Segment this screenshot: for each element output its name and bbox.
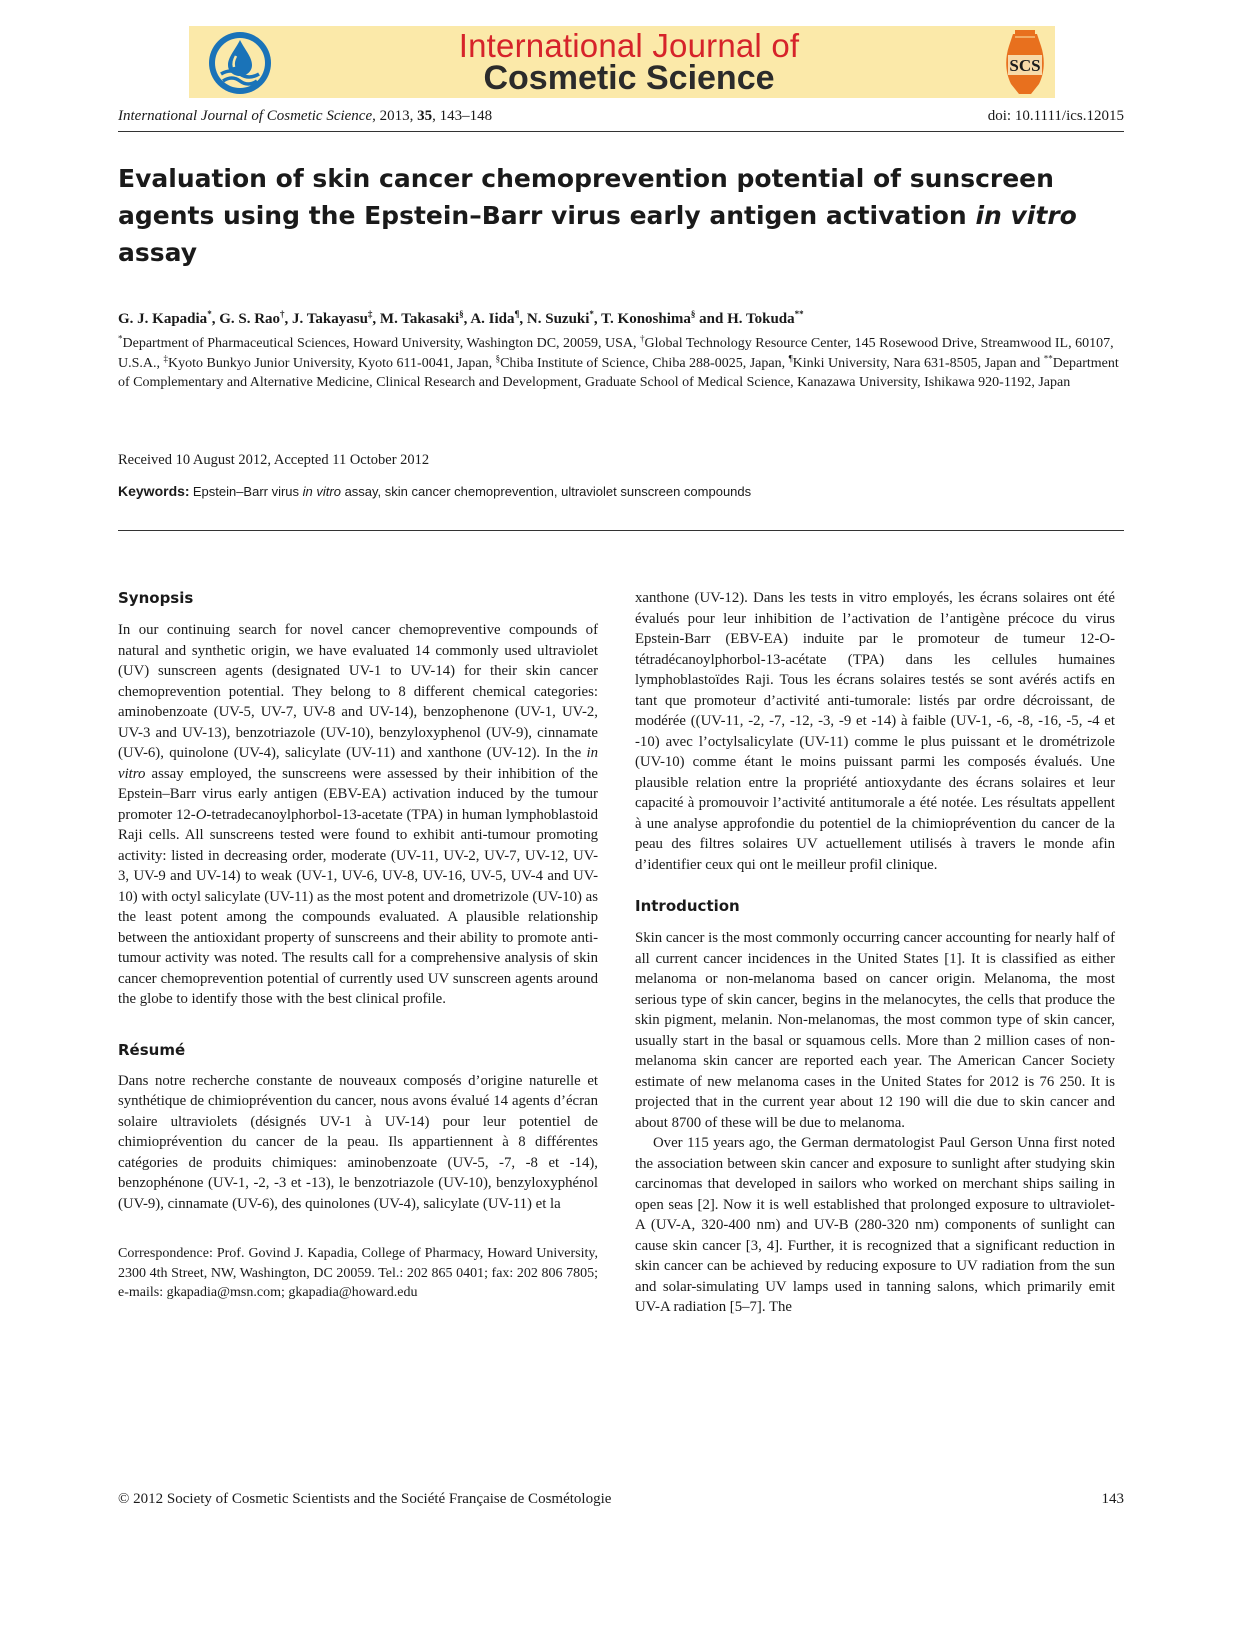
author-affiliation-mark: ** <box>794 309 804 319</box>
citation-year: , 2013, <box>372 108 418 124</box>
author-name: G. S. Rao <box>219 311 281 327</box>
author-name: T. Konoshima <box>601 311 691 327</box>
affiliation-mark: ‡ <box>163 352 169 363</box>
copyright-footer: © 2012 Society of Cosmetic Scientists and the Société Française de Cosmétologie <box>118 1491 612 1507</box>
keywords-label: Keywords: <box>118 483 190 499</box>
journal-name-line1: International Journal of <box>458 27 800 64</box>
affiliation-text: Department of Pharmaceutical Sciences, Howard University, Washington DC, 20059, USA, <box>122 336 641 351</box>
author-affiliation-mark: § <box>459 309 464 319</box>
left-column <box>118 588 598 1303</box>
affiliations <box>118 334 1128 393</box>
citation-volume: 35 <box>417 108 433 124</box>
journal-name-line2: Cosmetic Science <box>483 59 775 97</box>
correspondence-note: Correspondence: Prof. Govind J. Kapadia, College of Pharmacy, Howard University, 2300 4th Street, NW, Washington, DC 20059. Tel.: 202 865 0401; fax: 202 806 7805; e-mails: gkapadia@msn.com; gkapadia@howard.edu <box>118 1246 598 1300</box>
author-name: N. Suzuki <box>526 311 590 327</box>
affiliation-text: Kinki University, Nara 631-8505, Japan and <box>792 355 1044 371</box>
header-rule <box>118 131 1124 132</box>
resume-heading: Résumé <box>118 1040 186 1059</box>
affiliation-text: Kyoto Bunkyo Junior University, Kyoto 611-0041, Japan, <box>168 355 496 371</box>
affiliation-mark: † <box>640 333 645 344</box>
affiliation-mark: ** <box>1043 352 1053 363</box>
author-affiliation-mark: ¶ <box>514 309 520 319</box>
journal-citation-name: International Journal of Cosmetic Science <box>118 108 373 124</box>
received-accepted-dates: Received 10 August 2012, Accepted 11 October 2012 <box>118 452 430 468</box>
author-affiliation-mark: † <box>280 309 285 319</box>
keywords-text: Epstein–Barr virus in vitro assay, skin cancer chemoprevention, ultraviolet sunscreen compounds <box>192 484 752 499</box>
introduction-paragraph-2: Over 115 years ago, the German dermatologist Paul Gerson Unna first noted the association between skin cancer and exposure to sunlight after studying skin carcinomas that developed in sailors who worked on merchant ships sailing in open seas [2]. Now it is well established that prolonged exposure to ultraviolet-A (UV-A, 320-400 nm) and UV-B (280-320 nm) components of sunlight can cause skin cancer [3, 4]. Further, it is recognized that a significant reduction in skin cancer can be achieved by reducing exposure to UV radiation from the sun and solar-simulating UV lamps used in tanning salons, which primarily emit UV-A radiation [5–7]. The <box>635 1135 1115 1315</box>
introduction-heading: Introduction <box>635 897 740 915</box>
abstract-rule <box>118 530 1124 531</box>
scs-society-seal-icon <box>1003 28 1047 96</box>
author-affiliation-mark: ‡ <box>367 309 373 319</box>
affiliation-text: Global Technology Resource Center, 145 Rosewood Drive, Streamwood IL, 60107, U.S.A., <box>118 336 1114 371</box>
synopsis-heading: Synopsis <box>118 589 194 607</box>
resume-text-part2: xanthone (UV-12). Dans les tests in vitro employés, les écrans solaires ont été évalués pour leur inhibition de l’activation de l’antigène précoce du virus Epstein-Barr (EBV-EA) induite par le promoteur de tumeur 12-O-tétradécanoylphorbol-13-acétate (TPA) dans les cellules humaines lymphoblastoïdes Raji. Tous les écrans solaires testés se sont avérés actifs en tant que promoteur d’activité anti-tumorale: listés par ordre décroissant, de modérée ((UV-11, -2, -7, -12, -3, -9 et -14) à faible (UV-1, -6, -8, -16, -5, -4 et -10) avec l’octylsalicylate (UV-11) comme le plus puissant et le drométrizole (UV-10) comme étant le moins puissant parmi les composés évalués. Une plausible relation entre la propriété antioxydante des écrans solaires et leur capacité à promouvoir l’activité antitumorale a été notée. Les résultats appellent à une analyse approfondie du potentiel de la chimioprévention du cancer de la peau des filtres solaires UV actuellement utilisés à travers le monde afin d’identifier ceux qui ont le meilleur profil clinique. <box>635 590 1115 873</box>
affiliation-mark: * <box>118 333 123 344</box>
author-name: H. Tokuda <box>727 311 795 327</box>
author-affiliation-mark: * <box>589 309 594 319</box>
keywords <box>118 483 751 500</box>
citation-line <box>118 108 492 125</box>
journal-banner <box>189 26 1055 98</box>
affiliation-mark: ¶ <box>788 352 793 363</box>
article-title: Evaluation of skin cancer chemoprevention potential of sunscreen agents using the Epstein–Barr virus early antigen activation in vitro assay <box>118 164 1077 267</box>
synopsis-text: In our continuing search for novel cancer chemopreventive compounds of natural and synthetic origin, we have evaluated 14 commonly used ultraviolet (UV) sunscreen agents (designated UV-1 to UV-14) for their skin cancer chemoprevention potential. They belong to 8 different chemical categories: aminobenzoate (UV-5, UV-7, UV-8 and UV-14), benzophenone (UV-1, UV-2, UV-3 and UV-13), benzotriazole (UV-10), benzyloxyphenol (UV-9), cinnamate (UV-6), quinolone (UV-4), salicylate (UV-11) and xanthone (UV-12). In the in vitro assay employed, the sunscreens were assessed by their inhibition of the Epstein–Barr virus early antigen (EBV-EA) activation induced by the tumour promoter 12-O-tetradecanoylphorbol-13-acetate (TPA) in human lymphoblastoid Raji cells. All sunscreens tested were found to exhibit anti-tumour promoting activity: listed in decreasing order, moderate (UV-11, UV-2, UV-7, UV-12, UV-3, UV-9 and UV-14) to weak (UV-1, UV-6, UV-8, UV-16, UV-5, UV-4 and UV-10) with octyl salicylate (UV-11) as the most potent and drometrizole (UV-10) as the least potent among the compounds evaluated. A plausible relationship between the antioxidant property of sunscreens and their ability to promote anti-tumour activity was noted. The results call for a comprehensive analysis of skin cancer chemoprevention potential of currently used UV sunscreen agents around the globe to identify those with the best clinical profile. <box>118 622 598 1007</box>
author-name: M. Takasaki <box>379 311 460 327</box>
page-number: 143 <box>1101 1491 1124 1507</box>
author-name: J. Takayasu <box>292 311 368 327</box>
right-column <box>635 588 1115 1318</box>
affiliation-mark: § <box>495 352 501 363</box>
resume-text-part1: Dans notre recherche constante de nouveaux composés d’origine naturelle et synthétique de chimioprévention du cancer, nous avons évalué 14 agents d’écran solaire ultraviolets (désignés UV-1 à UV-14) pour leur potentiel de chimioprévention du cancer de la peau. Ils appartiennent à 8 différentes catégories de produits chimiques: aminobenzoate (UV-5, -7, -8 et -14), benzophénone (UV-1, -2, -3 et -13), le benzotriazole (UV-10), benzyloxyphénol (UV-9), cinnamate (UV-6), des quinolones (UV-4), salicylate (UV-11) et la <box>118 1072 598 1212</box>
doi-link[interactable]: doi: 10.1111/ics.12015 <box>987 108 1124 124</box>
scs-seal-text: SCS <box>1009 56 1041 75</box>
author-affiliation-mark: § <box>690 309 696 319</box>
author-name: G. J. Kapadia <box>118 311 208 327</box>
citation-pages: , 143–148 <box>432 108 493 124</box>
author-name: A. Iida <box>470 311 515 327</box>
affiliation-text: Chiba Institute of Science, Chiba 288-0025, Japan, <box>500 355 789 371</box>
water-drop-emblem-icon <box>207 30 273 96</box>
introduction-paragraph-1: Skin cancer is the most commonly occurring cancer accounting for nearly half of all current cancer incidences in the United States [1]. It is classified as either melanoma or non-melanoma based on cancer origin. Melanoma, the most serious type of skin cancer, begins in the melanocytes, the cells that produce the skin pigment, melanin. Non-melanomas, the most common type of skin cancer, usually start in the basal or squamous cells. More than 2 million cases of non-melanoma skin cancer are reported each year. The American Cancer Society estimate of new melanoma cases in the United States for 2012 is 76 250. It is projected that in the current year about 12 190 will die due to skin cancer and about 8700 of these will be due to melanoma. <box>635 930 1115 1131</box>
affiliation-text: Department of Complementary and Alternative Medicine, Clinical Research and Development, Graduate School of Medical Science, Kanazawa University, Ishikawa 920-1192, Japan <box>118 355 1119 390</box>
author-list: G. J. Kapadia*, G. S. Rao†, J. Takayasu‡, M. Takasaki§, A. Iida¶, N. Suzuki*, T. Konoshima§ and H. Tokuda** <box>118 309 804 327</box>
author-affiliation-mark: * <box>207 309 212 319</box>
